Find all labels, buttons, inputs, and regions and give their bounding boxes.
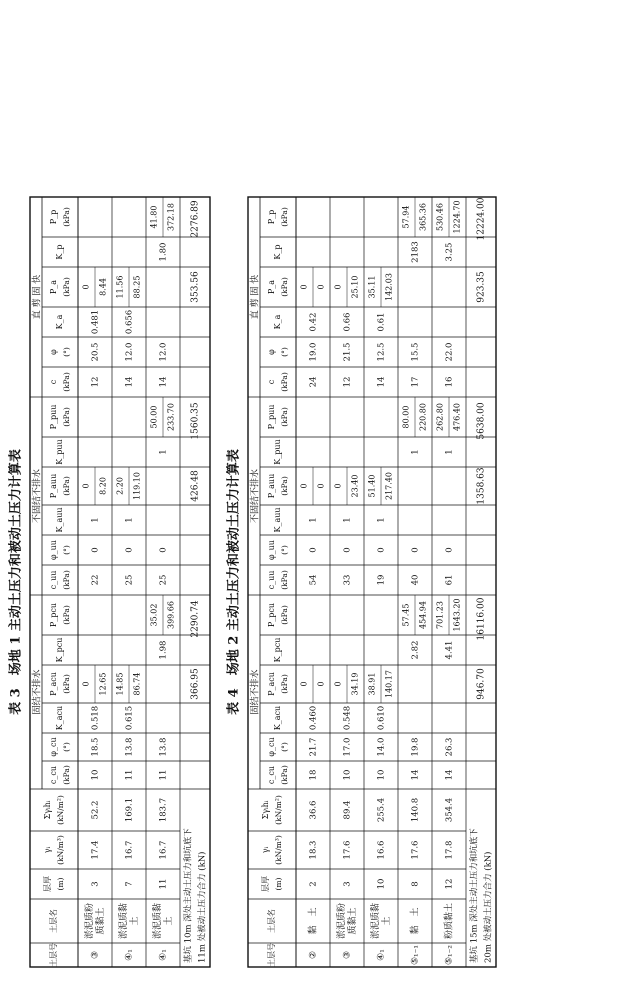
sum-pauu: 1358.63 <box>476 467 487 505</box>
sum-ppcu: 2290.74 <box>190 600 201 638</box>
layer-number: ③ <box>90 950 101 960</box>
sum-pa: 353.56 <box>190 271 201 303</box>
header-unit-2: (m) <box>274 877 283 891</box>
header-2: 层厚 <box>43 876 52 892</box>
layer-name: 土 <box>164 916 174 926</box>
header-unit-11: (kPa) <box>280 570 289 590</box>
cell-h: 11 <box>158 878 169 890</box>
pressure-bottom-pacu: 12.65 <box>98 672 108 696</box>
sum-pacu: 946.70 <box>476 668 487 700</box>
layer-number: ④₁ <box>124 949 135 961</box>
header-11: c_uu <box>267 570 276 590</box>
pressure-top-pp: 530.46 <box>435 203 445 231</box>
header-18: φ <box>267 349 276 355</box>
cell-ka: 0.481 <box>90 309 101 335</box>
header-unit-2: (m) <box>56 877 65 891</box>
sum-pp: 12224.00 <box>476 197 487 241</box>
cell-cuu: 19 <box>376 574 387 586</box>
cell-kauu: 1 <box>308 517 319 523</box>
cell-ka: 0.61 <box>376 312 387 332</box>
group-label-unconsolidated: 不固结不排水 <box>32 468 43 524</box>
cell-f: 12.5 <box>376 342 387 362</box>
header-unit-14: (kPa) <box>62 476 71 496</box>
cell-cuu: 25 <box>158 574 169 586</box>
layer-name: 黏 土 <box>308 907 319 935</box>
header-unit-16: (kPa) <box>280 407 289 427</box>
header-9: K_pcu <box>55 637 64 663</box>
cell-fcu: 13.8 <box>158 737 169 757</box>
cell-s: 140.8 <box>410 797 421 823</box>
cell-kacu: 0.460 <box>308 705 319 731</box>
header-20: P_a <box>49 279 58 295</box>
table-3 <box>8 197 211 967</box>
layer-name: 淤泥质粉 <box>85 902 95 940</box>
pressure-top-ppcu: 35.02 <box>149 603 159 627</box>
layer-name: 淤泥质黏 <box>371 902 381 940</box>
pressure-bottom-ppcu: 1643.20 <box>452 598 462 632</box>
cell-ccu: 10 <box>90 769 101 781</box>
pressure-top-ppcu: 701.23 <box>435 601 445 629</box>
cell-kpuu: 1 <box>410 449 421 455</box>
header-unit-12: (°) <box>280 545 289 555</box>
pressure-top-ppuu: 80.00 <box>401 405 411 429</box>
header-4: Σγᵢhᵢ <box>261 800 270 820</box>
cell-cuu: 61 <box>444 574 455 586</box>
layer-number: ④₁ <box>376 949 387 961</box>
cell-fcu: 13.8 <box>124 737 135 757</box>
cell-f: 22.0 <box>444 342 455 362</box>
group-label-direct: 直 剪 固 快 <box>250 274 261 320</box>
cell-fcu: 18.5 <box>90 737 101 757</box>
pressure-bottom-ppuu: 220.80 <box>418 403 428 431</box>
cell-c: 16 <box>444 376 455 388</box>
table-row <box>334 267 360 959</box>
cell-f: 21.5 <box>342 342 353 362</box>
header-1: 土层名 <box>267 909 276 933</box>
cell-kacu: 0.518 <box>90 705 101 731</box>
layer-number: ② <box>308 950 319 960</box>
table-title: 表 3 场地 1 主动土压力和被动土压力计算表 <box>8 449 24 715</box>
header-8: P_acu <box>267 672 276 696</box>
pressure-bottom-pacu: 34.19 <box>350 672 360 696</box>
table-row <box>82 267 108 959</box>
header-15: K_puu <box>55 439 64 465</box>
pressure-top-pauu: 51.40 <box>367 474 377 498</box>
cell-c: 14 <box>124 376 135 388</box>
header-3: γᵢ <box>43 846 52 854</box>
cell-g: 16.7 <box>158 840 169 860</box>
cell-s: 36.6 <box>308 800 319 820</box>
cell-s: 255.4 <box>376 797 387 823</box>
cell-ka: 0.42 <box>308 312 319 332</box>
layer-number: ⑤₁₋₂ <box>444 944 455 966</box>
cell-c: 14 <box>376 376 387 388</box>
cell-ka: 0.66 <box>342 312 353 332</box>
cell-f: 12.0 <box>124 342 135 362</box>
cell-cuu: 54 <box>308 574 319 586</box>
cell-f: 19.0 <box>308 342 319 362</box>
cell-kacu: 0.610 <box>376 705 387 731</box>
cell-h: 3 <box>342 881 353 887</box>
header-unit-17: (kPa) <box>280 372 289 392</box>
cell-ka: 0.656 <box>124 309 135 335</box>
header-5: c_cu <box>267 765 276 785</box>
pressure-bottom-pauu: 0 <box>316 483 326 489</box>
cell-fcu: 26.3 <box>444 737 455 757</box>
cell-ccu: 11 <box>124 769 135 781</box>
header-10: P_pcu <box>49 602 58 628</box>
cell-f: 12.0 <box>158 342 169 362</box>
layer-number: ③ <box>342 950 353 960</box>
header-4: Σγᵢhᵢ <box>43 800 52 820</box>
sum-pacu: 366.95 <box>190 668 201 700</box>
cell-kacu: 0.615 <box>124 705 135 731</box>
header-7: K_acu <box>273 705 282 731</box>
header-unit-22: (kPa) <box>62 207 71 227</box>
pressure-bottom-pa: 8.44 <box>98 278 108 296</box>
cell-h: 8 <box>410 881 421 887</box>
table-row <box>436 197 462 965</box>
header-unit-20: (kPa) <box>62 277 71 297</box>
pressure-bottom-pauu: 23.40 <box>350 474 360 498</box>
header-13: K_auu <box>55 507 64 533</box>
header-unit-4: (kN/m²) <box>274 795 283 825</box>
cell-fcu: 21.7 <box>308 737 319 757</box>
pressure-top-pp: 41.80 <box>149 205 159 229</box>
layer-name: 淤泥质粉 <box>337 902 347 940</box>
cell-g: 18.3 <box>308 840 319 860</box>
pressure-bottom-pa: 25.10 <box>350 275 360 299</box>
header-unit-6: (°) <box>280 742 289 752</box>
header-13: K_auu <box>273 507 282 533</box>
cell-cuu: 22 <box>90 574 101 586</box>
pressure-top-pa: 0 <box>333 284 343 290</box>
header-unit-6: (°) <box>62 742 71 752</box>
cell-f: 20.5 <box>90 342 101 362</box>
header-17: c <box>267 379 276 385</box>
cell-fcu: 14.0 <box>376 737 387 757</box>
header-17: c <box>49 379 58 385</box>
table-row <box>300 267 326 959</box>
cell-fuu: 0 <box>444 547 455 553</box>
pressure-bottom-ppcu: 454.94 <box>418 601 428 629</box>
pressure-bottom-pa: 0 <box>316 284 326 290</box>
table-4 <box>226 197 497 967</box>
header-3: γᵢ <box>261 846 270 854</box>
cell-kp: 2183 <box>410 241 421 263</box>
pressure-bottom-ppcu: 399.66 <box>166 601 176 629</box>
cell-h: 3 <box>90 881 101 887</box>
cell-ccu: 10 <box>342 769 353 781</box>
pressure-top-pacu: 14.85 <box>115 672 125 696</box>
pressure-bottom-pacu: 86.74 <box>132 672 142 696</box>
cell-f: 15.5 <box>410 342 421 362</box>
header-7: K_acu <box>55 705 64 731</box>
cell-g: 17.6 <box>342 840 353 860</box>
pressure-top-pa: 0 <box>299 284 309 290</box>
table-row <box>150 197 176 961</box>
cell-ccu: 18 <box>308 769 319 781</box>
header-21: K_p <box>55 244 64 260</box>
cell-g: 17.6 <box>410 840 421 860</box>
cell-h: 10 <box>376 878 387 890</box>
cell-c: 14 <box>158 376 169 388</box>
cell-g: 16.7 <box>124 840 135 860</box>
cell-h: 12 <box>444 878 455 890</box>
pressure-top-pa: 35.11 <box>367 275 377 299</box>
sum-label: 基坑 10m 深处主动土压力和坑底下 <box>183 828 194 963</box>
pressure-top-pp: 57.94 <box>401 205 411 229</box>
cell-kauu: 1 <box>90 517 101 523</box>
header-5: c_cu <box>49 765 58 785</box>
cell-fcu: 19.8 <box>410 737 421 757</box>
header-unit-3: (kN/m³) <box>56 835 65 865</box>
pressure-bottom-pauu: 217.40 <box>384 472 394 500</box>
header-2: 层厚 <box>261 876 270 892</box>
pressure-top-pauu: 0 <box>81 483 91 489</box>
header-22: P_p <box>49 209 58 225</box>
cell-ccu: 10 <box>376 769 387 781</box>
cell-ccu: 14 <box>410 769 421 781</box>
header-0: 土层号 <box>49 943 58 967</box>
cell-cuu: 40 <box>410 574 421 586</box>
table-row <box>116 267 142 961</box>
cell-fuu: 0 <box>158 547 169 553</box>
cell-g: 17.4 <box>90 840 101 860</box>
header-unit-12: (°) <box>62 545 71 555</box>
header-unit-22: (kPa) <box>280 207 289 227</box>
header-unit-18: (°) <box>62 347 71 357</box>
header-9: K_pcu <box>273 637 282 663</box>
cell-kp: 1.80 <box>158 242 169 262</box>
cell-c: 12 <box>342 376 353 388</box>
cell-c: 12 <box>90 376 101 388</box>
cell-fuu: 0 <box>124 547 135 553</box>
cell-g: 17.8 <box>444 840 455 860</box>
cell-ccu: 11 <box>158 769 169 781</box>
pressure-bottom-pauu: 119.10 <box>132 472 142 500</box>
layer-number: ⑤₁₋₁ <box>410 944 421 966</box>
pressure-bottom-pacu: 140.17 <box>384 670 394 698</box>
header-8: P_acu <box>49 672 58 696</box>
header-unit-16: (kPa) <box>62 407 71 427</box>
cell-h: 2 <box>308 881 319 887</box>
header-12: φ_uu <box>49 540 58 560</box>
pressure-bottom-ppuu: 476.40 <box>452 403 462 431</box>
header-unit-3: (kN/m³) <box>274 835 283 865</box>
layer-name: 黏 土 <box>410 907 421 935</box>
layer-name: 土 <box>382 916 392 926</box>
header-10: P_pcu <box>267 602 276 628</box>
cell-kpcu: 2.82 <box>410 640 421 660</box>
header-19: K_a <box>273 314 282 330</box>
header-6: φ_cu <box>49 737 58 757</box>
cell-cuu: 33 <box>342 574 353 586</box>
header-unit-10: (kPa) <box>280 605 289 625</box>
group-label-direct: 直 剪 固 快 <box>32 274 43 320</box>
cell-ccu: 14 <box>444 769 455 781</box>
cell-fcu: 17.0 <box>342 737 353 757</box>
layer-number: ④₁ <box>158 949 169 961</box>
header-unit-18: (°) <box>280 347 289 357</box>
pressure-top-ppuu: 50.00 <box>149 405 159 429</box>
pressure-top-ppcu: 57.45 <box>401 603 411 627</box>
cell-fuu: 0 <box>410 547 421 553</box>
layer-name: 淤泥质黏 <box>153 902 163 940</box>
header-unit-10: (kPa) <box>62 605 71 625</box>
header-21: K_p <box>273 244 282 260</box>
header-unit-5: (kPa) <box>62 765 71 785</box>
pressure-top-pacu: 38.91 <box>367 672 377 696</box>
cell-kauu: 1 <box>376 517 387 523</box>
cell-s: 354.4 <box>444 797 455 823</box>
table-row <box>368 267 394 961</box>
pressure-top-pacu: 0 <box>299 681 309 687</box>
header-15: K_puu <box>273 439 282 465</box>
pressure-top-pa: 11.56 <box>115 275 125 299</box>
group-label-consolidated: 固结不排水 <box>250 669 261 715</box>
pressure-top-pacu: 0 <box>81 681 91 687</box>
pressure-top-pa: 0 <box>81 284 91 290</box>
table-row <box>402 197 428 965</box>
group-label-unconsolidated: 不固结不排水 <box>250 468 261 524</box>
header-19: K_a <box>55 314 64 330</box>
pressure-bottom-ppuu: 233.70 <box>166 403 176 431</box>
layer-name: 质黏土 <box>348 907 358 935</box>
sum-label: 基坑 15m 深处主动土压力和坑底下 <box>469 828 480 963</box>
pressure-bottom-pa: 88.25 <box>132 275 142 299</box>
cell-kp: 3.25 <box>444 242 455 262</box>
header-0: 土层号 <box>267 943 276 967</box>
header-unit-20: (kPa) <box>280 277 289 297</box>
pressure-top-pauu: 0 <box>299 483 309 489</box>
header-unit-8: (kPa) <box>280 674 289 694</box>
pressure-bottom-pp: 365.36 <box>418 203 428 231</box>
pressure-bottom-pp: 1224.70 <box>452 200 462 234</box>
sum-label-cont: 11m 处被动土压力合力 (kN) <box>197 851 208 963</box>
cell-cuu: 25 <box>124 574 135 586</box>
sum-ppuu: 1560.35 <box>190 402 201 440</box>
header-14: P_auu <box>49 473 58 499</box>
header-6: φ_cu <box>267 737 276 757</box>
header-22: P_p <box>267 209 276 225</box>
layer-name: 淤泥质黏 <box>119 902 129 940</box>
cell-s: 169.1 <box>124 797 135 823</box>
layer-name: 粉质黏土 <box>444 902 455 940</box>
cell-c: 24 <box>308 376 319 388</box>
sum-pp: 2276.89 <box>190 200 201 238</box>
pressure-top-pauu: 0 <box>333 483 343 489</box>
cell-fuu: 0 <box>376 547 387 553</box>
cell-s: 183.7 <box>158 797 169 823</box>
cell-fuu: 0 <box>90 547 101 553</box>
header-unit-5: (kPa) <box>280 765 289 785</box>
header-11: c_uu <box>49 570 58 590</box>
header-unit-17: (kPa) <box>62 372 71 392</box>
header-14: P_auu <box>267 473 276 499</box>
cell-kpcu: 4.41 <box>444 640 455 660</box>
sum-pauu: 426.48 <box>190 470 201 502</box>
cell-s: 52.2 <box>90 800 101 820</box>
sum-ppcu: 16116.00 <box>476 597 487 641</box>
cell-kpuu: 1 <box>158 449 169 455</box>
table-title: 表 4 场地 2 主动土压力和被动土压力计算表 <box>226 449 242 715</box>
cell-fuu: 0 <box>308 547 319 553</box>
layer-name: 土 <box>130 916 140 926</box>
pressure-bottom-pa: 142.03 <box>384 273 394 301</box>
sum-ppuu: 5638.00 <box>476 402 487 440</box>
header-20: P_a <box>267 279 276 295</box>
pressure-bottom-pauu: 8.20 <box>98 477 108 495</box>
cell-kpuu: 1 <box>444 449 455 455</box>
cell-kacu: 0.548 <box>342 705 353 731</box>
cell-kauu: 1 <box>124 517 135 523</box>
cell-kpcu: 1.98 <box>158 640 169 660</box>
header-16: P_puu <box>49 404 58 430</box>
header-12: φ_uu <box>267 540 276 560</box>
header-unit-4: (kN/m²) <box>56 795 65 825</box>
cell-fuu: 0 <box>342 547 353 553</box>
layer-name: 质黏土 <box>96 907 106 935</box>
header-1: 土层名 <box>49 909 58 933</box>
sum-label-cont: 20m 处被动土压力合力 (kN) <box>483 851 494 963</box>
cell-kauu: 1 <box>342 517 353 523</box>
cell-s: 89.4 <box>342 800 353 820</box>
sum-pa: 923.35 <box>476 271 487 303</box>
group-label-consolidated: 固结不排水 <box>32 669 43 715</box>
header-18: φ <box>49 349 58 355</box>
cell-h: 7 <box>124 881 135 887</box>
pressure-top-ppuu: 262.80 <box>435 403 445 431</box>
pressure-bottom-pacu: 0 <box>316 681 326 687</box>
pressure-top-pauu: 2.20 <box>115 477 125 495</box>
header-unit-8: (kPa) <box>62 674 71 694</box>
cell-c: 17 <box>410 376 421 388</box>
header-16: P_puu <box>267 404 276 430</box>
cell-g: 16.6 <box>376 840 387 860</box>
pressure-top-pacu: 0 <box>333 681 343 687</box>
header-unit-11: (kPa) <box>62 570 71 590</box>
header-unit-14: (kPa) <box>280 476 289 496</box>
pressure-bottom-pp: 372.18 <box>166 203 176 231</box>
